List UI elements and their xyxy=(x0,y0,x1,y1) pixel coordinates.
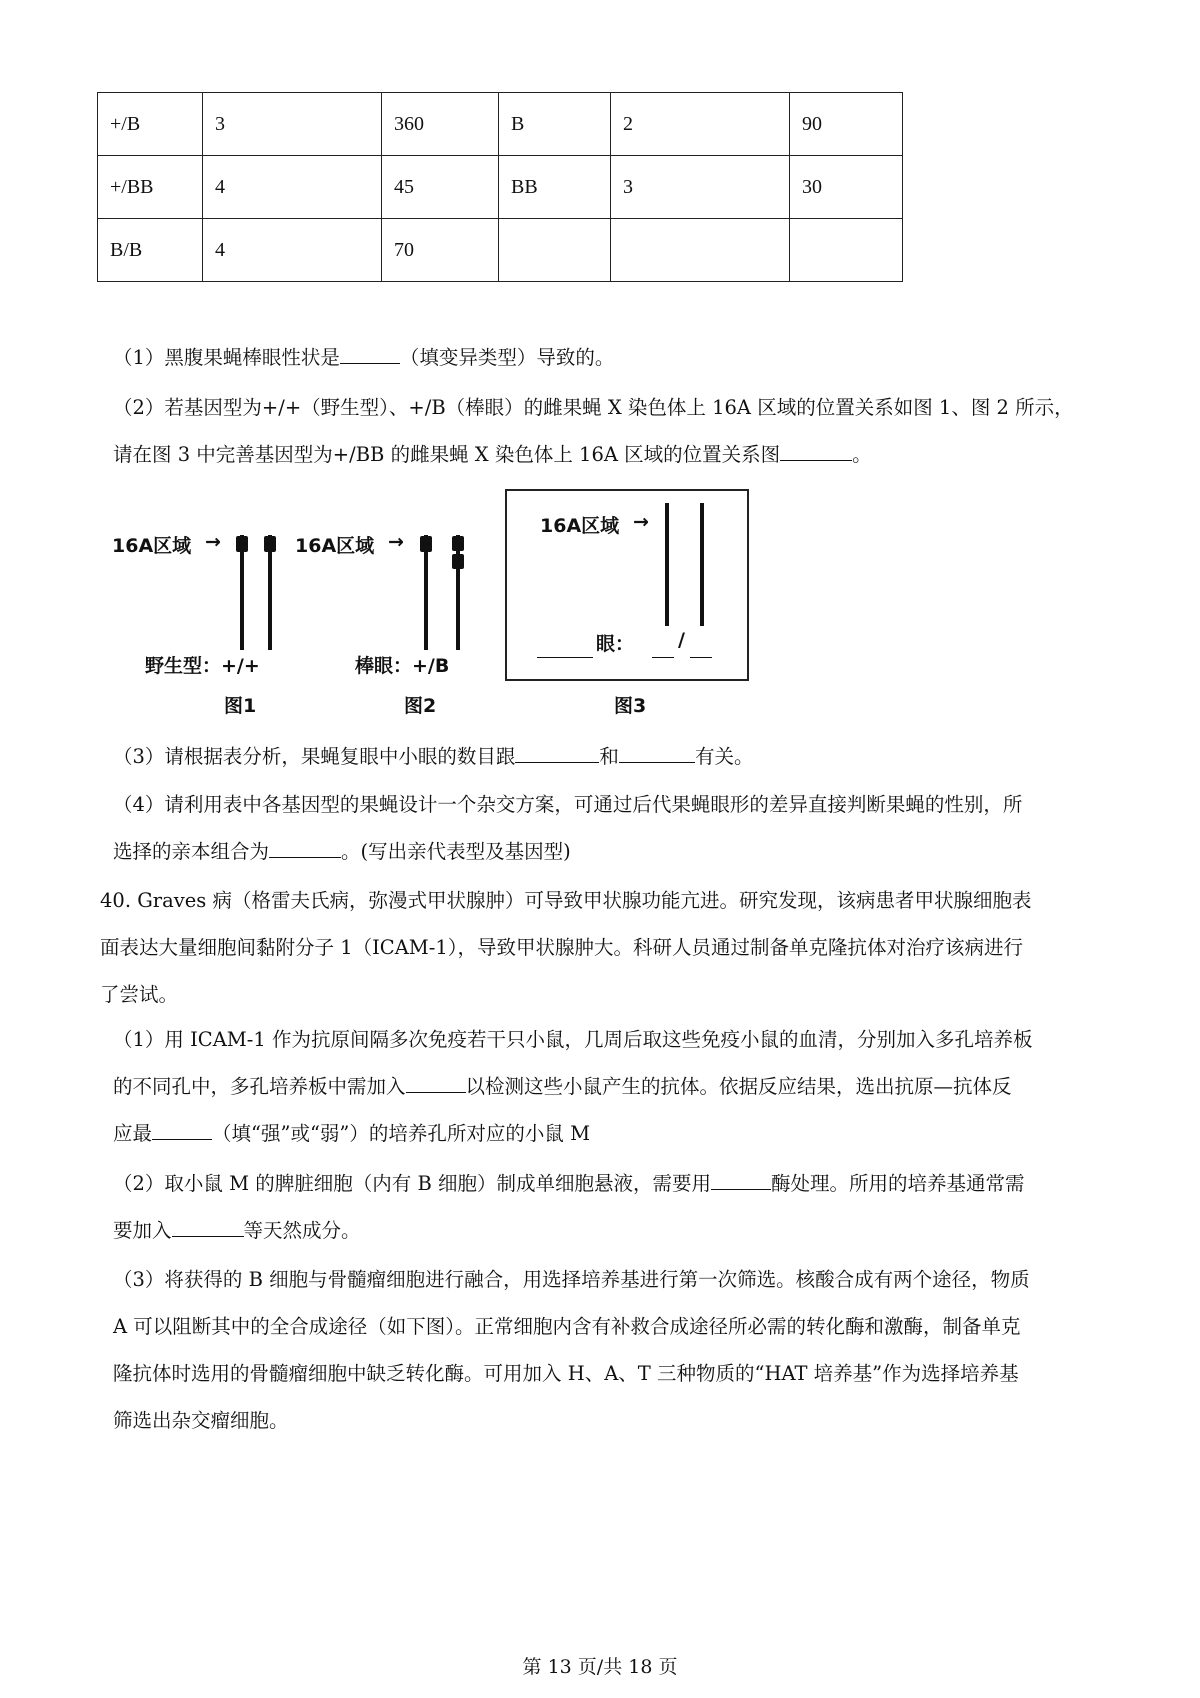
16a-region-band xyxy=(452,554,464,569)
question-text: A 可以阻断其中的全合成途径（如下图）。正常细胞内含有补救合成途径所必需的转化酶和激酶，制备单克 xyxy=(113,1315,1021,1338)
question-text: 应最 xyxy=(113,1122,153,1145)
table-cell: B/B xyxy=(98,219,203,282)
table-cell: 360 xyxy=(382,93,499,156)
question-40-3 xyxy=(113,1256,1103,1444)
table-cell: BB xyxy=(499,156,611,219)
table-cell: 3 xyxy=(203,93,382,156)
table-cell: 4 xyxy=(203,156,382,219)
question-text: 隆抗体时选用的骨髓瘤细胞中缺乏转化酶。可用加入 H、A、T 三种物质的“HAT 培养基”作为选择培养基 xyxy=(113,1362,1019,1385)
question-text: 请在图 3 中完善基因型为+/BB 的雌果蝇 X 染色体上 16A 区域的位置关系图 xyxy=(113,443,781,466)
table-cell: B xyxy=(499,93,611,156)
table-cell: 30 xyxy=(790,156,903,219)
question-text: （3）请根据表分析，果蝇复眼中小眼的数目跟 xyxy=(113,745,516,768)
figure-caption: 图2 xyxy=(404,695,437,717)
page-footer: 第 13 页/共 18 页 xyxy=(522,1656,678,1678)
table-cell: 3 xyxy=(611,156,790,219)
answer-blank xyxy=(711,1171,771,1190)
16a-region-band xyxy=(264,536,276,552)
table-cell xyxy=(499,219,611,282)
answer-blank xyxy=(619,744,695,763)
question-text: （1）用 ICAM-1 作为抗原间隔多次免疫若干只小鼠，几周后取这些免疫小鼠的血清，分别加入多孔培养板 xyxy=(113,1028,1033,1051)
table-row xyxy=(98,219,903,282)
genotype-label: 棒眼：+/B xyxy=(355,655,450,677)
chromosome xyxy=(240,535,244,650)
question-text: （4）请利用表中各基因型的果蝇设计一个杂交方案，可通过后代果蝇眼形的差异直接判断果蝇的性别，所 xyxy=(113,793,1023,816)
answer-blank xyxy=(537,639,593,658)
question-text: （填“强”或“弱”）的培养孔所对应的小鼠 M xyxy=(212,1122,591,1145)
answer-blank xyxy=(690,639,712,658)
region-label: 16A区域 xyxy=(540,515,620,537)
question-text: 和 xyxy=(599,745,619,768)
answer-blank xyxy=(340,345,400,364)
answer-blank xyxy=(652,639,674,658)
answer-blank xyxy=(780,442,852,461)
question-text: 40. Graves 病（格雷夫氏病，弥漫式甲状腺肿）可导致甲状腺功能亢进。研究发现，该病患者甲状腺细胞表 xyxy=(100,889,1032,912)
question-text: 要加入 xyxy=(113,1219,172,1242)
question-text: 。(写出亲代表型及基因型) xyxy=(341,840,571,863)
question-text: （填变异类型）导致的。 xyxy=(399,346,615,369)
answer-blank xyxy=(152,1121,212,1140)
arrow-right-icon: → xyxy=(205,531,221,553)
question-text: （1）黑腹果蝇棒眼性状是 xyxy=(113,346,340,369)
question-text: （3）将获得的 B 细胞与骨髓瘤细胞进行融合，用选择培养基进行第一次筛选。核酸合成有两个途径，物质 xyxy=(113,1268,1030,1291)
16a-region-band xyxy=(452,536,464,551)
region-label: 16A区域 xyxy=(112,535,192,557)
chromosome xyxy=(424,535,428,650)
question-40-2 xyxy=(113,1160,1103,1254)
question-text: 。 xyxy=(852,443,872,466)
table-cell xyxy=(790,219,903,282)
genotype-label: 野生型：+/+ xyxy=(145,655,260,677)
table-cell: 45 xyxy=(382,156,499,219)
genotype-table xyxy=(97,92,903,282)
question-2 xyxy=(113,384,1103,478)
region-label: 16A区域 xyxy=(295,535,375,557)
table-cell: 90 xyxy=(790,93,903,156)
slash-label: / xyxy=(678,629,685,651)
chromosome xyxy=(665,503,669,626)
question-3 xyxy=(113,733,1103,780)
question-40 xyxy=(100,877,1105,1018)
chromosome xyxy=(268,535,272,650)
question-text: 筛选出杂交瘤细胞。 xyxy=(113,1409,289,1432)
figure-caption: 图1 xyxy=(224,695,257,717)
question-text: 的不同孔中，多孔培养板中需加入 xyxy=(113,1075,406,1098)
eye-label: 眼： xyxy=(596,633,635,655)
question-4 xyxy=(113,781,1103,875)
chromosome-figures xyxy=(100,493,760,723)
arrow-right-icon: → xyxy=(388,531,404,553)
question-text: （2）若基因型为+/+（野生型）、+/B（棒眼）的雌果蝇 X 染色体上 16A 区域的位置关系如图 1、图 2 所示， xyxy=(113,396,1074,419)
table-row xyxy=(98,93,903,156)
question-text: 酶处理。所用的培养基通常需 xyxy=(771,1172,1025,1195)
chromosome xyxy=(456,535,460,650)
question-text: 有关。 xyxy=(694,745,754,768)
answer-blank xyxy=(269,839,341,858)
question-40-1 xyxy=(113,1016,1103,1157)
table-cell: 4 xyxy=(203,219,382,282)
table-cell: 2 xyxy=(611,93,790,156)
table-cell xyxy=(611,219,790,282)
table-cell: +/B xyxy=(98,93,203,156)
figure-caption: 图3 xyxy=(614,695,647,717)
question-1 xyxy=(113,334,1103,381)
16a-region-band xyxy=(420,536,432,552)
answer-blank xyxy=(406,1074,466,1093)
table-cell: 70 xyxy=(382,219,499,282)
question-text: 等天然成分。 xyxy=(243,1219,361,1242)
table-cell: +/BB xyxy=(98,156,203,219)
question-text: 面表达大量细胞间黏附分子 1（ICAM-1），导致甲状腺肿大。科研人员通过制备单克隆抗体对治疗该病进行 xyxy=(100,936,1024,959)
table-row xyxy=(98,156,903,219)
arrow-right-icon: → xyxy=(633,511,649,533)
chromosome xyxy=(700,503,704,626)
question-text: （2）取小鼠 M 的脾脏细胞（内有 B 细胞）制成单细胞悬液，需要用 xyxy=(113,1172,711,1195)
question-text: 了尝试。 xyxy=(100,983,179,1006)
answer-blank xyxy=(172,1218,244,1237)
question-text: 以检测这些小鼠产生的抗体。依据反应结果，选出抗原—抗体反 xyxy=(465,1075,1012,1098)
question-text: 选择的亲本组合为 xyxy=(113,840,270,863)
answer-blank xyxy=(515,744,599,763)
16a-region-band xyxy=(236,536,248,552)
